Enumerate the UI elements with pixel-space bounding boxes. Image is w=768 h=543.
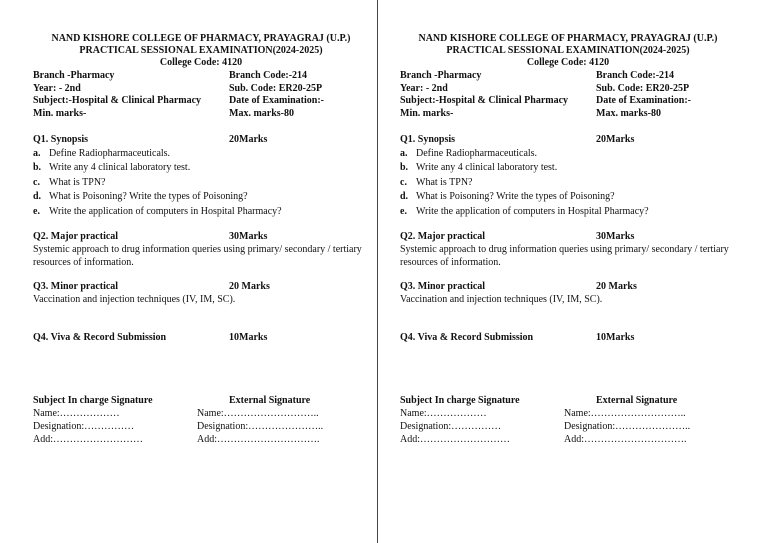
external-name-field: Name:……………………….. xyxy=(564,408,686,419)
exam-date: Date of Examination:- xyxy=(596,95,691,106)
list-item: c. What is TPN? xyxy=(33,177,106,188)
college-code: College Code: 4120 xyxy=(526,57,610,68)
subject-incharge-signature-label: Subject In charge Signature xyxy=(33,395,153,406)
exam-title: PRACTICAL SESSIONAL EXAMINATION(2024-2025) xyxy=(446,45,690,56)
subject: Subject:-Hospital & Clinical Pharmacy xyxy=(400,95,569,106)
list-item: d. What is Poisoning? Write the types of Poisoning? xyxy=(33,191,248,202)
q1-title: Q1. Synopsis xyxy=(33,134,89,145)
external-address-field: Add:…………………………. xyxy=(197,434,320,445)
branch-code: Branch Code:-214 xyxy=(229,70,308,81)
list-item: c. What is TPN? xyxy=(400,177,473,188)
list-item: a. Define Radiopharmaceuticals. xyxy=(33,148,171,159)
min-marks: Min. marks- xyxy=(33,108,87,119)
external-signature-label: External Signature xyxy=(596,395,678,406)
exam-sheet-right xyxy=(400,0,745,543)
q2-marks: 30Marks xyxy=(229,231,268,242)
q1-title: Q1. Synopsis xyxy=(400,134,456,145)
list-item: b. Write any 4 clinical laboratory test. xyxy=(33,162,191,173)
incharge-address-field: Add:……………………… xyxy=(33,434,143,445)
q3-title: Q3. Minor practical xyxy=(400,281,486,292)
subject: Subject:-Hospital & Clinical Pharmacy xyxy=(33,95,202,106)
q2-text: Systemic approach to drug information queries using primary/ secondary / tertiary resources of information. xyxy=(33,244,362,268)
college-code: College Code: 4120 xyxy=(159,57,243,68)
list-item: d. What is Poisoning? Write the types of Poisoning? xyxy=(400,191,615,202)
year: Year: - 2nd xyxy=(400,83,448,94)
list-item: e. Write the application of computers in Hospital Pharmacy? xyxy=(400,206,649,217)
min-marks: Min. marks- xyxy=(400,108,454,119)
q1-marks: 20Marks xyxy=(596,134,635,145)
q3-text: Vaccination and injection techniques (IV, IM, SC). xyxy=(400,294,603,305)
year: Year: - 2nd xyxy=(33,83,81,94)
branch: Branch -Pharmacy xyxy=(33,70,115,81)
branch: Branch -Pharmacy xyxy=(400,70,482,81)
q2-text: Systemic approach to drug information queries using primary/ secondary / tertiary resources of information. xyxy=(400,244,729,268)
exam-date: Date of Examination:- xyxy=(229,95,324,106)
exam-sheet-left xyxy=(33,0,378,543)
incharge-designation-field: Designation:…………… xyxy=(400,421,502,432)
subject-incharge-signature-label: Subject In charge Signature xyxy=(400,395,520,406)
max-marks: Max. marks-80 xyxy=(229,108,294,119)
q4-title: Q4. Viva & Record Submission xyxy=(33,332,167,343)
q4-marks: 10Marks xyxy=(229,332,268,343)
q3-marks: 20 Marks xyxy=(229,281,270,292)
q4-title: Q4. Viva & Record Submission xyxy=(400,332,534,343)
q3-text: Vaccination and injection techniques (IV, IM, SC). xyxy=(33,294,236,305)
exam-title: PRACTICAL SESSIONAL EXAMINATION(2024-2025) xyxy=(79,45,323,56)
q2-title: Q2. Major practical xyxy=(33,231,119,242)
list-item: a. Define Radiopharmaceuticals. xyxy=(400,148,538,159)
max-marks: Max. marks-80 xyxy=(596,108,661,119)
incharge-designation-field: Designation:…………… xyxy=(33,421,135,432)
q3-title: Q3. Minor practical xyxy=(33,281,119,292)
q1-marks: 20Marks xyxy=(229,134,268,145)
college-name: NAND KISHORE COLLEGE OF PHARMACY, PRAYAGRAJ (U.P.) xyxy=(418,33,718,44)
external-address-field: Add:…………………………. xyxy=(564,434,687,445)
incharge-name-field: Name:……………… xyxy=(33,408,120,419)
college-name: NAND KISHORE COLLEGE OF PHARMACY, PRAYAGRAJ (U.P.) xyxy=(51,33,351,44)
branch-code: Branch Code:-214 xyxy=(596,70,675,81)
q4-marks: 10Marks xyxy=(596,332,635,343)
incharge-address-field: Add:……………………… xyxy=(400,434,510,445)
q3-marks: 20 Marks xyxy=(596,281,637,292)
sub-code: Sub. Code: ER20-25P xyxy=(229,83,323,94)
external-designation-field: Designation:………………….. xyxy=(197,421,324,432)
incharge-name-field: Name:……………… xyxy=(400,408,487,419)
list-item: b. Write any 4 clinical laboratory test. xyxy=(400,162,558,173)
sub-code: Sub. Code: ER20-25P xyxy=(596,83,690,94)
external-name-field: Name:……………………….. xyxy=(197,408,319,419)
q2-marks: 30Marks xyxy=(596,231,635,242)
q2-title: Q2. Major practical xyxy=(400,231,486,242)
external-signature-label: External Signature xyxy=(229,395,311,406)
list-item: e. Write the application of computers in Hospital Pharmacy? xyxy=(33,206,282,217)
external-designation-field: Designation:………………….. xyxy=(564,421,691,432)
